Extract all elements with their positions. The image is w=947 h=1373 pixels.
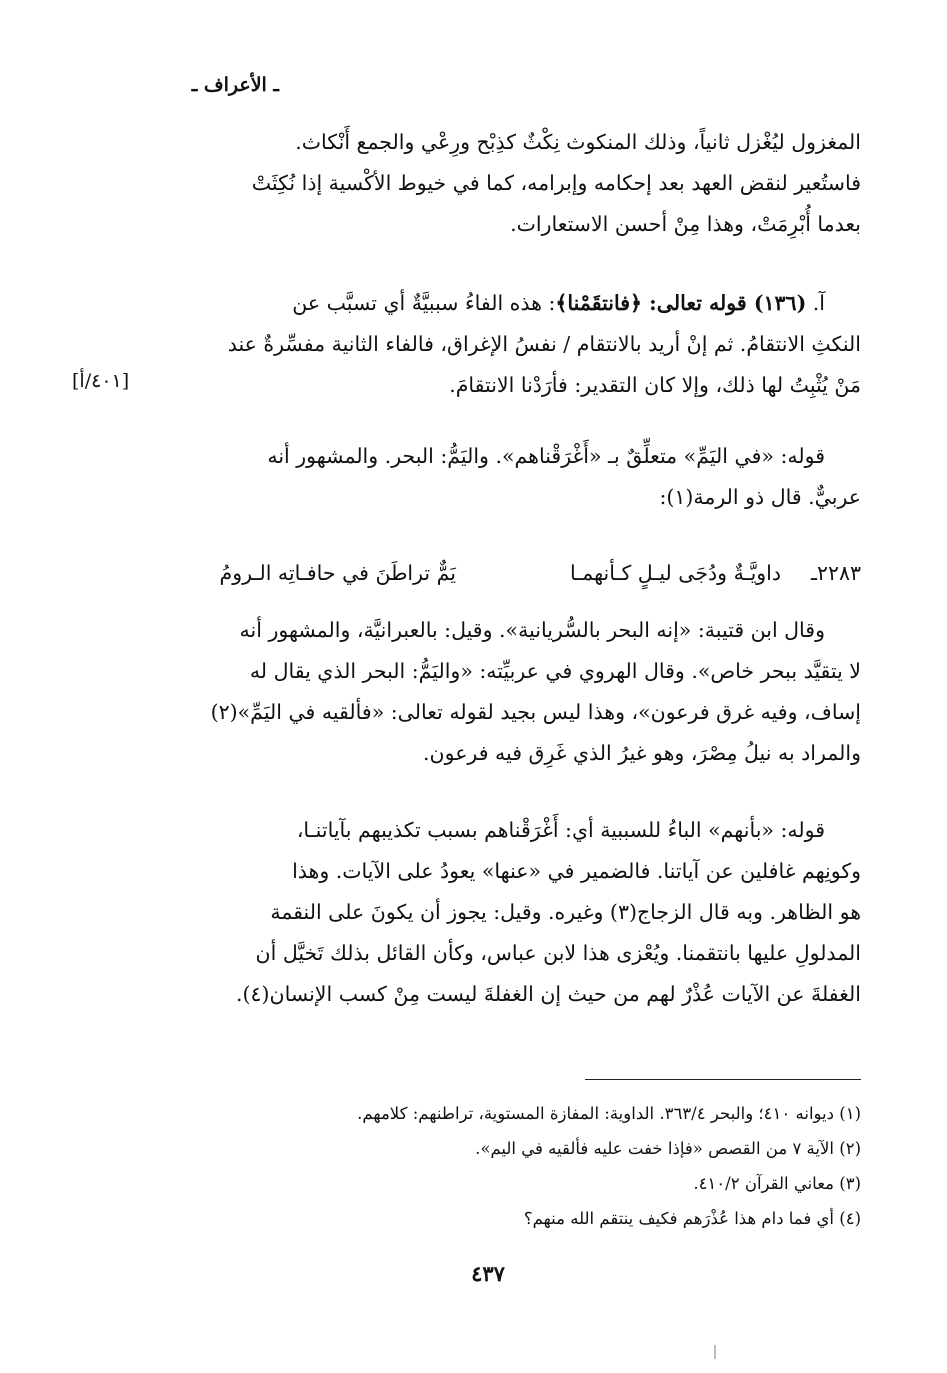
text-line: قوله: «بأنهم» الباءُ للسببية أي: أَغْرَقْناهم بسبب تكذيبهم بآياتنـا، [296,818,825,842]
paragraph-3 [159,436,861,518]
heading-prefix: آ. [806,291,825,315]
page-number: ٤٣٧ [471,1261,505,1286]
footnote: (٣) معاني القرآن ٤١٠/٢. [693,1174,861,1193]
manuscript-folio-ref: [٤٠١/أ] [72,370,130,392]
text-line: المغزول ليُغْزل ثانياً، وذلك المنكوث نِكْثٌ كذِبْح ورِعْي والجمع أَنْكاث. [295,130,861,154]
verse-hemistich-1: داويَّـةٌ ودُجَى ليـلٍ كـأنهمـا [570,561,781,585]
text-line: النكثِ الانتقامُ. ثم إنْ أريد بالانتقام / نفسُ الإغراق، فالفاء الثانية مفسِّرةٌ عند [227,332,861,356]
footnotes [159,1096,861,1236]
footnote: (٢) الآية ٧ من القصص «فإذا خفت عليه فألقيه في اليم». [475,1139,861,1158]
verse-number: ٢٢٨٣ـ [810,561,861,585]
footnote: (١) ديوانه ٤١٠؛ والبحر ٣٦٣/٤. الداوية: المفازة المستوية، تراطنهم: كلامهم. [357,1104,861,1123]
text-line: فاستُعير لنقض العهد بعد إحكامه وإبرامه، كما في خيوط الأكْسية إذا نُكِثَتْ [251,171,861,195]
paragraph-4 [159,610,861,774]
verse-hemistich-2: يَمٌّ تراطَنَ في حافـاتِه الـرومُ [219,561,456,585]
footnote-divider [585,1079,861,1080]
running-header: ـ الأعراف ـ [191,74,279,96]
heading-rest: : هذه الفاءُ سببيَّةٌ أي تسبَّب عن [292,291,556,315]
scan-mark [714,1345,716,1359]
paragraph-2 [159,283,861,406]
text-line: إساف، وفيه غرق فرعون»، وهذا ليس بجيد لقوله تعالى: «فألقيه في اليَمِّ»(٢) [210,700,861,724]
text-line: وكونِهم غافلين عن آياتنا. فالضمير في «عنها» يعودُ على الآيات. وهذا [292,859,861,883]
paragraph-1 [159,122,861,245]
text-line: المدلولِ عليها بانتقمنا. ويُعْزى هذا لابن عباس، وكأن القائل بذلك تَخيَّل أن [255,941,861,965]
text-line: وقال ابن قتيبة: «إنه البحر بالسُّريانية». وقيل: بالعبرانيَّة، والمشهور أنه [239,618,825,642]
text-line: بعدما أُبْرِمَتْ، وهذا مِنْ أحسن الاستعارات. [510,212,861,236]
text-line: عربيٌّ. قال ذو الرمة(١): [659,485,861,509]
text-line: لا يتقيَّد ببحر خاص». وقال الهروي في عربيِّته: «واليَمُّ: البحر الذي يقال له [249,659,861,683]
footnote: (٤) أي فما دام هذا عُذْرَهم فكيف ينتقم الله منهم؟ [523,1209,861,1228]
text-line: والمراد به نيلُ مِصْرَ، وهو غيرُ الذي غَرِق فيه فرعون. [423,741,861,765]
text-line: هو الظاهر. وبه قال الزجاج(٣) وغيره. وقيل: يجوز أن يكونَ على النقمة [270,900,861,924]
text-line: مَنْ يُثْبِتُ لها ذلك، وإلا كان التقدير: فأرَدْنا الانتقامَ. [449,373,861,397]
text-line: الغفلةَ عن الآيات عُذْرٌ لهم من حيث إن الغفلةَ ليست مِنْ كسب الإنسان(٤). [235,982,861,1006]
quran-verse-ref: (١٣٦) قوله تعالى: ﴿فانتقَمْنا﴾ [555,291,807,315]
poetry-verse [159,553,861,593]
paragraph-5 [159,810,861,1015]
text-line: قوله: «في اليَمِّ» متعلِّقٌ بـ «أَغْرَقْناهم». واليَمُّ: البحر. والمشهور أنه [267,444,825,468]
verse-commentary-heading [159,283,861,324]
